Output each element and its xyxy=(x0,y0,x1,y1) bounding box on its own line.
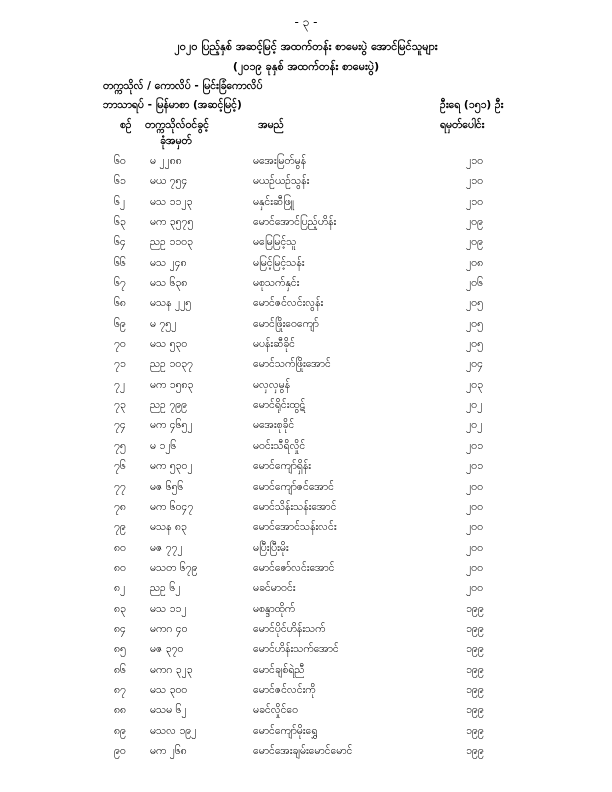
table-row xyxy=(0,396,612,416)
serial-no-cell: ၆၃ xyxy=(114,216,126,229)
header-name: အမည် xyxy=(258,119,284,131)
name-cell: မောင်ဖြိုးဝေကျော် xyxy=(253,317,319,330)
marks-cell: ၂၀၂ xyxy=(466,419,483,432)
name-cell: မောင်ချစ်ရဲညီ xyxy=(253,663,305,676)
marks-cell: ၂၁၀ xyxy=(466,195,483,208)
table-row xyxy=(0,661,612,681)
serial-no-cell: ၉၀ xyxy=(114,744,126,757)
marks-cell: ၁၉၉ xyxy=(466,643,484,656)
marks-cell: ၂၀၅ xyxy=(466,297,483,310)
serial-no-cell: ၇၀ xyxy=(114,338,126,351)
roll-number-cell: မသ ၁၁၂ xyxy=(150,602,187,615)
serial-no-cell: ၆၉ xyxy=(114,317,126,330)
institution-label: တက္ကသိုလ် / ကောလိပ် - မြင်းခြံကောလိပ် xyxy=(103,80,263,92)
roll-number-cell: မသ ၂၄၈ xyxy=(150,256,187,269)
serial-no-cell: ၈၆ xyxy=(114,663,126,676)
marks-cell: ၁၉၉ xyxy=(466,744,484,757)
roll-number-cell: မသန ၂၂၅ xyxy=(150,297,192,310)
name-cell: မောင်ဇော်လင်းအောင် xyxy=(253,561,335,574)
table-row xyxy=(0,579,612,599)
marks-cell: ၁၉၉ xyxy=(466,704,484,717)
name-cell: မောင်သက်ဖြိုးအောင် xyxy=(253,358,331,371)
serial-no-cell: ၆၆ xyxy=(114,256,126,269)
table-row xyxy=(0,315,612,335)
serial-no-cell: ၈၇ xyxy=(114,683,126,696)
name-cell: မောင်ဟိန်းသက်အောင် xyxy=(253,643,339,656)
name-cell: မောင်ရိုင်းထွဋ် xyxy=(253,399,306,412)
table-row xyxy=(0,254,612,274)
name-cell: မောင်ဇင်လင်းလွန်း xyxy=(253,297,324,310)
table-row xyxy=(0,722,612,742)
marks-cell: ၂၀၉ xyxy=(466,236,483,249)
serial-no-cell: ၇၈ xyxy=(114,500,126,513)
roll-number-cell: မသ ၃၀၀ xyxy=(150,683,188,696)
page-number: - ၃ - xyxy=(294,15,318,29)
roll-number-cell: မက ၄၆၅၂ xyxy=(150,419,193,432)
serial-no-cell: ၇၄ xyxy=(114,419,126,432)
roll-number-cell: မ ၇၅၂ xyxy=(150,317,177,330)
marks-cell: ၁၉၉ xyxy=(466,622,484,635)
roll-number-cell: မက ၁၅၈၃ xyxy=(150,378,194,391)
roll-number-cell: မက ၂၆၈ xyxy=(150,744,187,757)
serial-no-cell: ၇၆ xyxy=(114,460,126,473)
roll-number-cell: မသ ၁၁၂၃ xyxy=(150,195,193,208)
name-cell: မနှင်းဆီဖြူ xyxy=(253,195,294,208)
roll-number-cell: မသလ ၁၉၂ xyxy=(150,724,197,737)
name-cell: မစုသက်နှင်း xyxy=(253,277,300,290)
name-cell: မောင်ပိုင်ဟိန်းသက် xyxy=(253,622,326,635)
roll-number-cell: မသ ၅၃၀ xyxy=(150,338,188,351)
roll-number-cell: မကဂ ၃၂၃ xyxy=(150,663,193,676)
roll-number-cell: မက ၃၅၇၅ xyxy=(150,216,194,229)
name-cell: မောင်ဇင်လင်းကို xyxy=(253,683,316,696)
name-cell: မလှလှမွန် xyxy=(253,378,291,391)
serial-no-cell: ၈၄ xyxy=(114,622,126,635)
roll-number-cell: မသ ၆၃၈ xyxy=(150,277,188,290)
marks-cell: ၂၀၁ xyxy=(466,439,483,452)
roll-number-cell: မကဂ ၄၀ xyxy=(150,622,188,635)
serial-no-cell: ၈၂ xyxy=(114,582,126,595)
marks-cell: ၂၀၅ xyxy=(466,317,483,330)
roll-number-cell: မယ ၇၅၄ xyxy=(150,175,188,188)
serial-no-cell: ၈၉ xyxy=(114,724,126,737)
table-row xyxy=(0,233,612,253)
table-row xyxy=(0,193,612,213)
serial-no-cell: ၇၅ xyxy=(114,439,126,452)
table-row xyxy=(0,152,612,172)
table-row xyxy=(0,457,612,477)
table-row xyxy=(0,335,612,355)
marks-cell: ၂၀၉ xyxy=(466,216,483,229)
roll-number-cell: မ ၂၂၈၈ xyxy=(150,155,182,167)
table-row xyxy=(0,498,612,518)
roll-number-cell: ညဥ ၇၉၉ xyxy=(150,399,188,412)
serial-no-cell: ၈၈ xyxy=(114,704,126,717)
table-row xyxy=(0,376,612,396)
marks-cell: ၁၉၉ xyxy=(466,663,484,676)
name-cell: မောင်အေးချမ်းမောင်မောင် xyxy=(253,744,353,757)
header-total-marks: ရမှတ်ပေါင်း xyxy=(440,119,485,131)
name-cell: မစန္ဒာထိုက် xyxy=(253,602,296,615)
marks-cell: ၂၀၄ xyxy=(466,358,483,371)
marks-cell: ၂၀၀ xyxy=(466,541,483,554)
roll-number-cell: မသန ၈၃ xyxy=(150,521,187,534)
table-row xyxy=(0,355,612,375)
serial-no-cell: ၇၉ xyxy=(114,521,126,534)
name-cell: မောင်ကျော်မိုးရွှေ xyxy=(253,724,318,737)
name-cell: မပြီးပြီးမိုး xyxy=(253,541,289,554)
name-cell: မမြင့်မြင့်သန်း xyxy=(253,256,305,269)
serial-no-cell: ၇၇ xyxy=(114,480,126,493)
roll-number-cell: မဇ ၇၇၂ xyxy=(150,541,183,554)
table-row xyxy=(0,742,612,762)
marks-cell: ၂၀၂ xyxy=(466,399,483,412)
name-cell: မပန်းဆီခိုင် xyxy=(253,338,295,351)
table-row xyxy=(0,478,612,498)
serial-no-cell: ၆၁ xyxy=(114,175,126,188)
name-cell: မခင်လှိုင်ဝေ xyxy=(253,704,298,717)
marks-cell: ၂၀၈ xyxy=(466,256,484,269)
marks-cell: ၂၁၀ xyxy=(466,175,483,188)
marks-cell: ၂၀၀ xyxy=(466,582,483,595)
subject-label: ဘာသာရပ် - မြန်မာစာ (အဆင့်မြင့်) xyxy=(103,99,242,111)
table-row xyxy=(0,701,612,721)
serial-no-cell: ၇၁ xyxy=(114,358,126,371)
roll-number-cell: မ ၁၂၆ xyxy=(150,439,177,452)
marks-cell: ၂၀၀ xyxy=(466,480,483,493)
serial-no-cell: ၇၂ xyxy=(114,378,126,391)
serial-no-cell: ၆၂ xyxy=(114,195,126,208)
table-row xyxy=(0,518,612,538)
name-cell: မအေးမြတ်မွန် xyxy=(253,155,307,167)
serial-no-cell: ၆၈ xyxy=(114,297,126,310)
table-row xyxy=(0,600,612,620)
marks-cell: ၂၀၆ xyxy=(466,277,483,290)
serial-no-cell: ၈၀ xyxy=(114,541,126,554)
serial-no-cell: ၇၃ xyxy=(114,399,126,412)
marks-cell: ၂၀၃ xyxy=(466,378,483,391)
name-cell: မဝင်းသီရိလှိုင် xyxy=(253,439,306,452)
serial-no-cell: ၈၀ xyxy=(114,561,126,574)
roll-number-cell: ညဥ ၆၂ xyxy=(150,582,181,595)
name-cell: မအေးစုခိုင် xyxy=(253,419,295,432)
name-cell: မောင်ကျော်ဇင်အောင် xyxy=(253,480,334,493)
marks-cell: ၂၀၀ xyxy=(466,500,483,513)
table-row xyxy=(0,416,612,436)
roll-number-cell: မက ၆၀၄၇ xyxy=(150,500,194,513)
total-count-label: ဦးရေ (၁၅၁) ဦး xyxy=(440,99,504,111)
table-row xyxy=(0,640,612,660)
roll-number-cell: ညဥ ၁၀၃၇ xyxy=(150,358,193,371)
marks-cell: ၁၉၉ xyxy=(466,683,484,696)
roll-number-cell: မသတ ၆၇၉ xyxy=(150,561,198,574)
table-row xyxy=(0,294,612,314)
name-cell: မောင်ကျော်ရှိန်း xyxy=(253,460,311,473)
table-row xyxy=(0,620,612,640)
marks-cell: ၂၀၁ xyxy=(466,460,483,473)
name-cell: မယဉ်ယဉ်သွန်း xyxy=(253,175,310,188)
header-roll-number: တက္ကသိုလ်ဝင်ခွင့် xyxy=(145,119,209,131)
serial-no-cell: ၆၀ xyxy=(114,155,126,167)
results-table xyxy=(0,152,612,762)
name-cell: မောင်သိန်းသန်းအောင် xyxy=(253,500,337,513)
table-row xyxy=(0,539,612,559)
name-cell: မခင်မာဝင်း xyxy=(253,582,296,595)
roll-number-cell: မက ၅၃၀၂ xyxy=(150,460,193,473)
roll-number-cell: မဇ ၆၅၆ xyxy=(150,480,184,493)
marks-cell: ၂၀၀ xyxy=(466,521,483,534)
table-row xyxy=(0,681,612,701)
table-row xyxy=(0,437,612,457)
marks-cell: ၂၀၀ xyxy=(466,561,483,574)
name-cell: မမြေမြင့်သူ xyxy=(253,236,297,249)
name-cell: မောင်အောင်ပြည့်ဟိန်း xyxy=(253,216,337,229)
roll-number-cell: မသမ ၆၂ xyxy=(150,704,187,717)
roll-number-cell: ညဥ ၁၁၀၃ xyxy=(150,236,193,249)
serial-no-cell: ၆၄ xyxy=(114,236,126,249)
marks-cell: ၁၉၉ xyxy=(466,724,484,737)
table-row xyxy=(0,172,612,192)
serial-no-cell: ၆၇ xyxy=(114,277,126,290)
serial-no-cell: ၈၃ xyxy=(114,602,126,615)
document-subtitle: (၂၀၁၉ ခုနှစ် အထက်တန်း စာမေးပွဲ) xyxy=(232,60,380,73)
header-serial-no: စဉ် xyxy=(120,119,132,131)
roll-number-cell: မဇ ၃၇၀ xyxy=(150,643,184,656)
header-roll-number-line2: ခုံအမှတ် xyxy=(160,135,192,147)
name-cell: မောင်အောင်သန်းလင်း xyxy=(253,521,337,534)
document-title: ၂၀၂၀ ပြည့်နှစ် အဆင့်မြင့် အထက်တန်း စာမေးပွဲ အောင်မြင်သူများ xyxy=(174,40,438,53)
marks-cell: ၂၀၅ xyxy=(466,338,483,351)
serial-no-cell: ၈၅ xyxy=(114,643,126,656)
marks-cell: ၁၉၉ xyxy=(466,602,484,615)
marks-cell: ၂၁၀ xyxy=(466,155,483,167)
table-row xyxy=(0,559,612,579)
table-row xyxy=(0,274,612,294)
table-row xyxy=(0,213,612,233)
